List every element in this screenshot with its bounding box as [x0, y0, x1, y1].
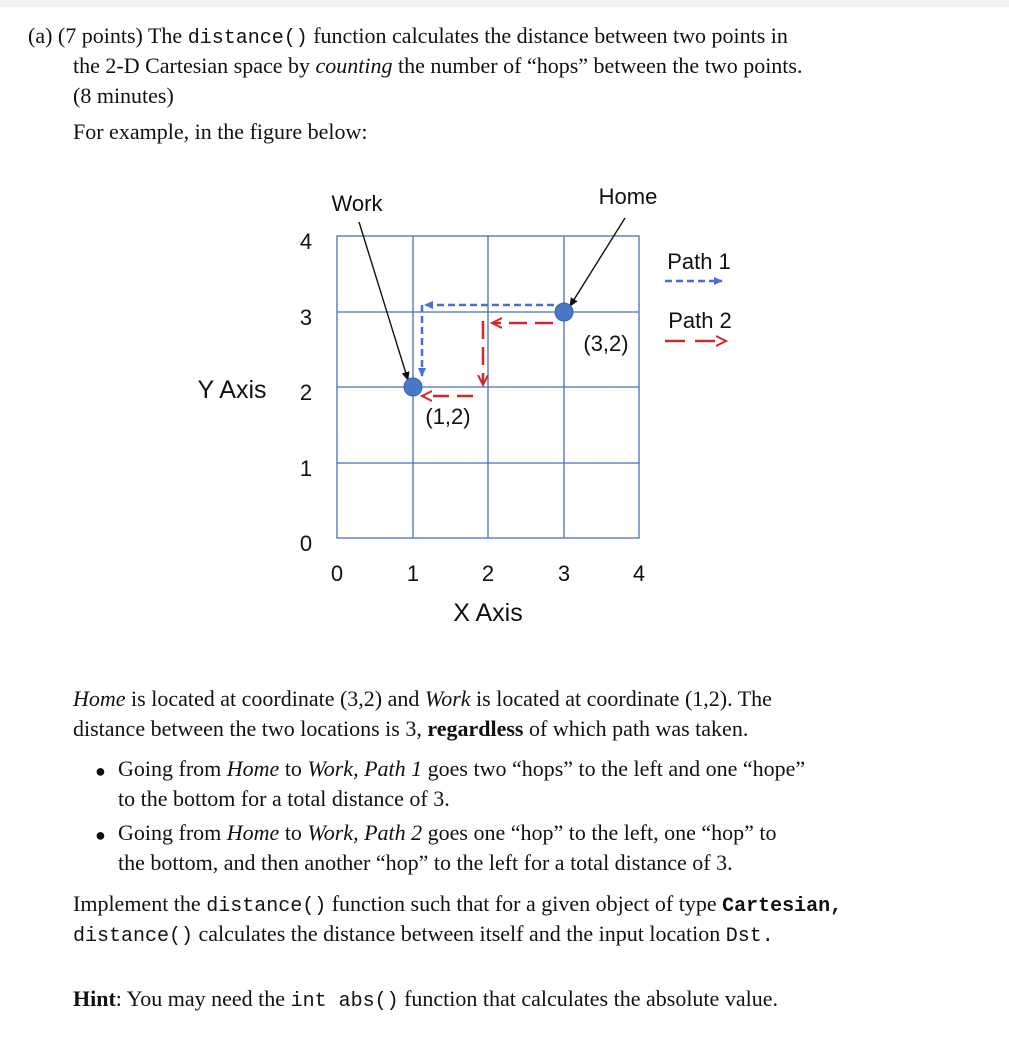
dst-name: Dst.	[725, 925, 774, 948]
work-coord: (1,2)	[425, 404, 471, 429]
question-label: (a)	[28, 23, 53, 48]
x-tick-0: 0	[330, 561, 344, 586]
hint-code: int abs()	[290, 990, 399, 1013]
hint-line: Hint: You may need the int abs() function that calculates the absolute value.	[73, 986, 778, 1013]
legend-path-2-label: Path 2	[668, 308, 732, 333]
work-label: Work	[331, 191, 383, 216]
y-tick-4: 4	[299, 229, 313, 254]
bullet-2-line-1: Going from Home to Work, Path 2 goes one “hop” to the left, one “hop” to	[118, 820, 777, 845]
x-tick-2: 2	[481, 561, 495, 586]
implement-line-1: Implement the distance() function such that for a given object of type Cartesian,	[73, 891, 843, 918]
question-line-2: the 2-D Cartesian space by counting the number of “hops” between the two points.	[73, 53, 803, 78]
y-axis-label: Y Axis	[197, 376, 267, 404]
bullet-1-line-2: to the bottom for a total distance of 3.	[118, 786, 450, 811]
func-name: distance()	[187, 27, 308, 50]
y-tick-2: 2	[299, 380, 313, 405]
x-tick-4: 4	[632, 561, 646, 586]
home-coord: (3,2)	[583, 331, 629, 356]
work-point	[404, 378, 422, 396]
question-time: (8 minutes)	[73, 83, 174, 108]
grid	[337, 236, 639, 538]
type-name: Cartesian,	[722, 895, 843, 918]
func-name: distance()	[206, 895, 327, 918]
home-label: Home	[598, 184, 658, 209]
para-1-line-1: Home is located at coordinate (3,2) and Work is located at coordinate (1,2). The	[73, 686, 772, 711]
para-1-line-2: distance between the two locations is 3, regardless of which path was taken.	[73, 716, 749, 741]
bullet-2-line-2: the bottom, and then another “hop” to the left for a total distance of 3.	[118, 850, 733, 875]
legend-path-1-label: Path 1	[667, 249, 731, 274]
bullet-1-dot: ●	[95, 761, 106, 781]
func-name: distance()	[73, 925, 194, 948]
bullet-2-dot: ●	[95, 825, 106, 845]
question-line-1: (a) (7 points) The distance() function calculates the distance between two points in	[28, 23, 788, 50]
implement-line-2: distance() calculates the distance between itself and the input location Dst.	[73, 921, 774, 948]
x-tick-3: 3	[557, 561, 571, 586]
home-point	[555, 303, 573, 321]
home-pointer	[570, 218, 625, 306]
legend	[665, 249, 732, 341]
y-tick-1: 1	[299, 456, 313, 481]
example-intro: For example, in the figure below:	[73, 119, 368, 144]
y-tick-0: 0	[299, 531, 313, 556]
x-axis-label: X Axis	[453, 599, 523, 627]
hint-label: Hint	[73, 986, 116, 1011]
question-points: (7 points)	[57, 23, 143, 48]
x-tick-1: 1	[406, 561, 420, 586]
y-tick-3: 3	[299, 305, 313, 330]
work-pointer	[359, 222, 408, 380]
bullet-1-line-1: Going from Home to Work, Path 1 goes two “hops” to the left and one “hope”	[118, 756, 806, 781]
